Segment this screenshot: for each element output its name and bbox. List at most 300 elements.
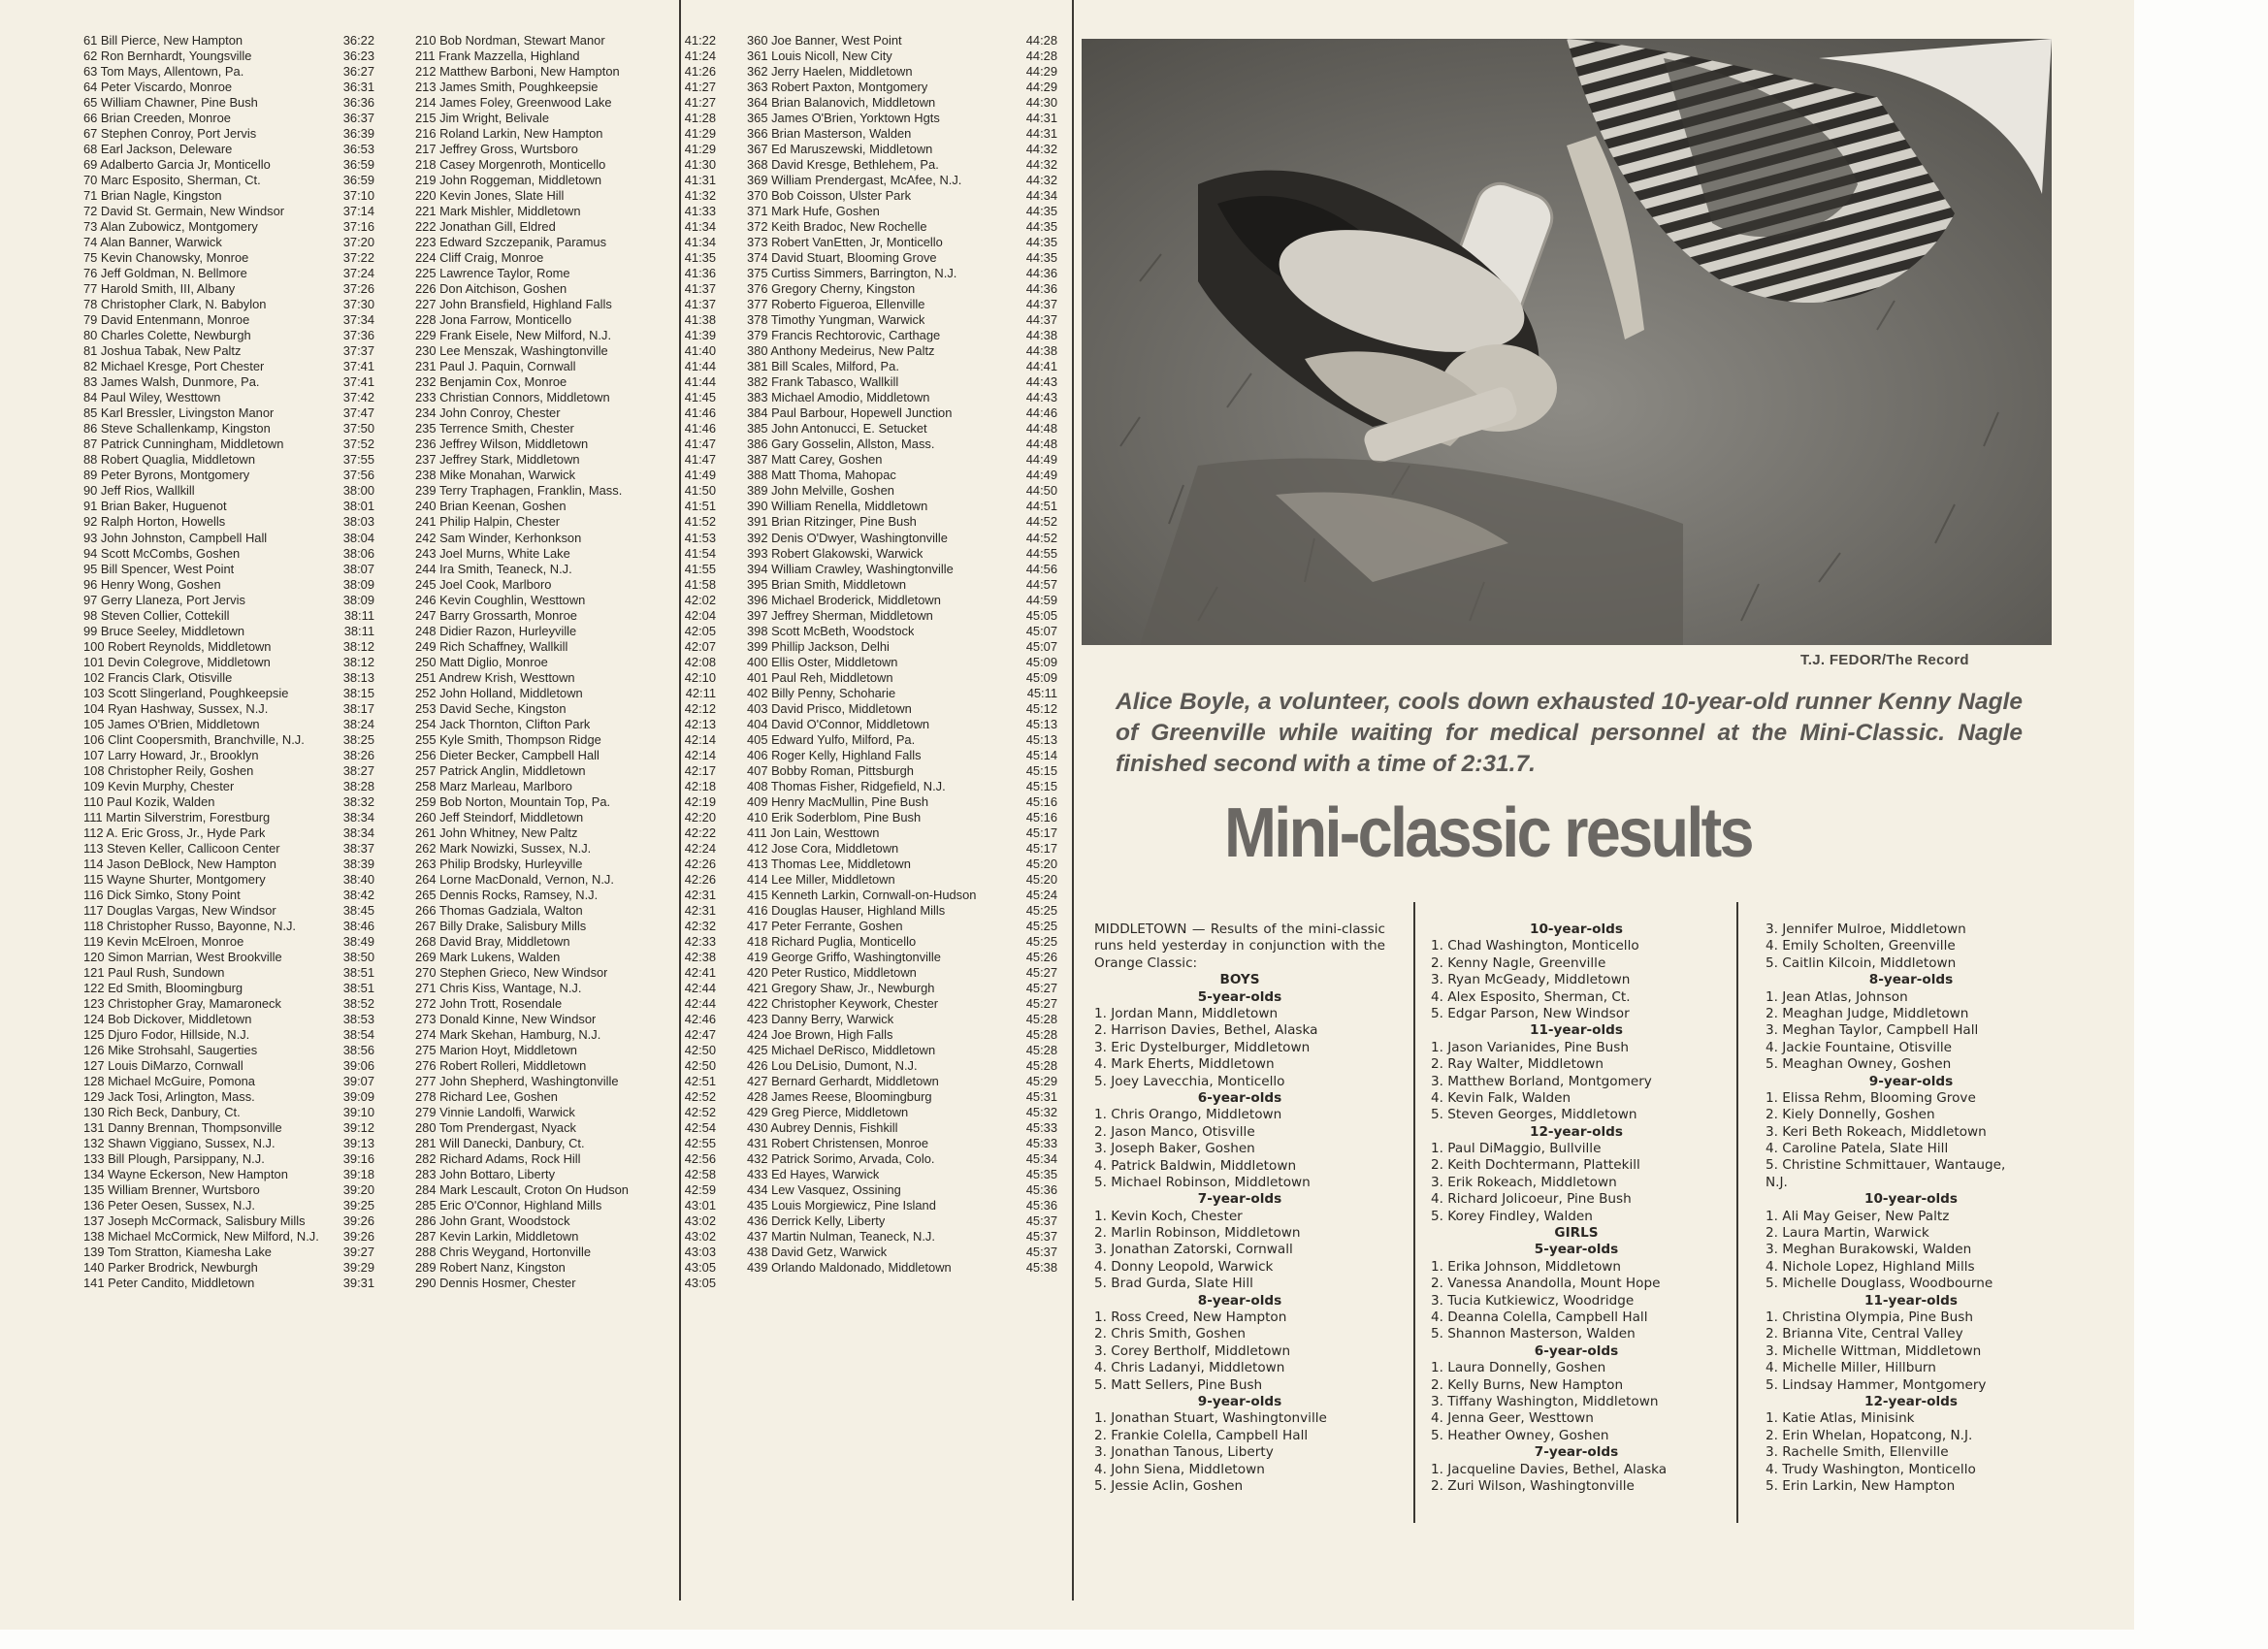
runner-name: 387 Matt Carey, Goshen	[747, 452, 883, 468]
finish-time: 45:37	[1025, 1229, 1057, 1245]
runner-name: 245 Joel Cook, Marlboro	[415, 576, 552, 592]
finish-time: 42:54	[684, 1120, 716, 1136]
result-row	[83, 825, 374, 841]
finish-time: 41:55	[684, 561, 716, 576]
result-row	[747, 514, 1057, 530]
result-row	[415, 903, 716, 919]
result-row	[83, 794, 374, 810]
runner-name: 362 Jerry Haelen, Middletown	[747, 64, 913, 80]
result-row	[415, 608, 716, 624]
result-row	[747, 950, 1057, 965]
finish-time: 39:16	[342, 1151, 374, 1167]
runner-name: 267 Billy Drake, Salisbury Mills	[415, 918, 587, 933]
runner-name: 134 Wayne Eckerson, New Hampton	[83, 1167, 288, 1182]
finish-time: 45:29	[1025, 1074, 1057, 1089]
finish-time: 45:17	[1025, 824, 1057, 840]
finish-time: 36:59	[342, 173, 374, 188]
result-row	[83, 1136, 374, 1151]
runner-name: 435 Louis Morgiewicz, Pine Island	[747, 1198, 936, 1213]
result-row	[747, 468, 1057, 483]
result-row	[747, 608, 1057, 624]
result-row	[83, 1105, 374, 1120]
finish-time: 42:52	[684, 1089, 716, 1105]
result-row	[747, 328, 1057, 343]
runner-name: 252 John Holland, Middletown	[415, 685, 583, 700]
runner-name: 422 Christopher Keywork, Chester	[747, 995, 939, 1011]
placing: 4. Richard Jolicoeur, Pine Bush	[1431, 1191, 1632, 1208]
result-row	[415, 1276, 716, 1291]
runner-name: 365 James O'Brien, Yorktown Hgts	[747, 111, 940, 126]
runner-name: 420 Peter Rustico, Middletown	[747, 964, 917, 980]
placing: 2. Keith Dochtermann, Plattekill	[1431, 1157, 1640, 1174]
finish-time: 36:22	[342, 33, 374, 48]
result-row	[747, 343, 1057, 359]
runner-name: 77 Harold Smith, III, Albany	[83, 281, 236, 297]
result-row	[747, 593, 1057, 608]
result-row	[415, 297, 716, 312]
result-row	[83, 686, 374, 701]
result-row	[83, 857, 374, 872]
runner-name: 428 James Reese, Bloomingburg	[747, 1089, 932, 1105]
result-row	[747, 1151, 1057, 1167]
runner-name: 235 Terrence Smith, Chester	[415, 421, 574, 436]
result-row	[747, 531, 1057, 546]
result-row	[415, 235, 716, 250]
finish-time: 44:56	[1025, 561, 1057, 576]
finish-time: 42:19	[684, 793, 716, 809]
result-row	[83, 608, 374, 624]
runner-name: 278 Richard Lee, Goshen	[415, 1089, 558, 1105]
runner-name: 94 Scott McCombs, Goshen	[83, 545, 241, 561]
result-row	[747, 33, 1057, 48]
result-row	[747, 452, 1057, 468]
result-row	[747, 872, 1057, 888]
finish-time: 45:33	[1025, 1136, 1057, 1151]
result-row	[747, 810, 1057, 825]
result-row	[415, 546, 716, 562]
result-row	[747, 763, 1057, 779]
runner-name: 281 Will Danecki, Danbury, Ct.	[415, 1136, 585, 1151]
runner-name: 75 Kevin Chanowsky, Monroe	[83, 250, 249, 266]
finish-time: 41:47	[684, 452, 716, 468]
finish-time: 45:25	[1025, 933, 1057, 949]
result-row	[415, 965, 716, 981]
finish-time: 44:48	[1025, 436, 1057, 452]
finish-time: 44:29	[1025, 64, 1057, 80]
result-row	[415, 374, 716, 390]
placing: 2. Chris Smith, Goshen	[1094, 1326, 1246, 1342]
finish-time: 44:52	[1025, 530, 1057, 545]
result-row	[83, 670, 374, 686]
finish-time: 38:27	[342, 762, 374, 778]
result-row	[415, 188, 716, 204]
runner-name: 135 William Brenner, Wurtsboro	[83, 1182, 260, 1198]
placing: 2. Marlin Robinson, Middletown	[1094, 1225, 1301, 1242]
placing: 2. Meaghan Judge, Middletown	[1766, 1005, 1969, 1021]
runner-name: 437 Martin Nulman, Teaneck, N.J.	[747, 1229, 935, 1245]
runner-name: 370 Bob Coisson, Ulster Park	[747, 188, 912, 204]
result-row	[415, 934, 716, 950]
column-rule	[679, 0, 681, 1600]
runner-name: 389 John Melville, Goshen	[747, 483, 894, 499]
runner-name: 127 Louis DiMarzo, Cornwall	[83, 1058, 243, 1074]
runner-name: 115 Wayne Shurter, Montgomery	[83, 871, 266, 887]
result-row	[83, 111, 374, 126]
finish-time: 45:07	[1025, 623, 1057, 638]
runner-name: 438 David Getz, Warwick	[747, 1245, 888, 1260]
runner-name: 95 Bill Spencer, West Point	[83, 561, 235, 576]
placing: 2. Frankie Colella, Campbell Hall	[1094, 1427, 1309, 1443]
result-row	[415, 996, 716, 1012]
runner-name: 413 Thomas Lee, Middletown	[747, 856, 911, 871]
result-row	[415, 841, 716, 857]
placing: 2. Kelly Burns, New Hampton	[1431, 1376, 1624, 1393]
runner-name: 81 Joshua Tabak, New Paltz	[83, 343, 242, 359]
result-row	[415, 126, 716, 142]
result-row	[747, 857, 1057, 872]
finish-time: 44:32	[1025, 142, 1057, 157]
result-row	[747, 64, 1057, 80]
result-row	[747, 1105, 1057, 1120]
result-row	[747, 188, 1057, 204]
runner-name: 228 Jona Farrow, Monticello	[415, 312, 572, 328]
runner-name: 110 Paul Kozik, Walden	[83, 793, 215, 809]
runner-name: 360 Joe Banner, West Point	[747, 33, 902, 48]
runner-name: 408 Thomas Fisher, Ridgefield, N.J.	[747, 778, 946, 793]
runner-name: 96 Henry Wong, Goshen	[83, 576, 221, 592]
finish-time: 45:38	[1025, 1260, 1057, 1276]
finish-time: 39:12	[342, 1120, 374, 1136]
finish-time: 45:24	[1025, 887, 1057, 902]
result-row	[747, 686, 1057, 701]
finish-time: 43:02	[684, 1229, 716, 1245]
finish-time: 37:30	[342, 297, 374, 312]
placing: 4. Kevin Falk, Walden	[1431, 1089, 1571, 1106]
runner-name: 377 Roberto Figueroa, Ellenville	[747, 297, 925, 312]
finish-time: 45:13	[1025, 716, 1057, 731]
result-row	[415, 593, 716, 608]
runner-name: 436 Derrick Kelly, Liberty	[747, 1213, 886, 1229]
finish-time: 41:52	[684, 514, 716, 530]
finish-time: 42:44	[684, 980, 716, 995]
result-row	[83, 514, 374, 530]
result-row	[415, 64, 716, 80]
placing: 3. Erik Rokeach, Middletown	[1431, 1174, 1617, 1190]
runner-name: 108 Christopher Reily, Goshen	[83, 762, 254, 778]
result-row	[747, 312, 1057, 328]
finish-time: 43:02	[684, 1213, 716, 1229]
runner-name: 423 Danny Berry, Warwick	[747, 1011, 894, 1026]
finish-time: 45:12	[1025, 700, 1057, 716]
placing: 2. Kiely Donnelly, Goshen	[1766, 1107, 1935, 1123]
runner-name: 136 Peter Oesen, Sussex, N.J.	[83, 1198, 255, 1213]
result-row	[415, 95, 716, 111]
runner-name: 220 Kevin Jones, Slate Hill	[415, 188, 565, 204]
finish-time: 38:49	[342, 933, 374, 949]
finish-time: 42:24	[684, 840, 716, 856]
photo-volunteer-cooling-runner	[1082, 39, 2052, 645]
finish-time: 41:47	[684, 436, 716, 452]
finish-time: 42:20	[684, 809, 716, 824]
runner-name: 434 Lew Vasquez, Ossining	[747, 1182, 901, 1198]
runner-name: 226 Don Aitchison, Goshen	[415, 281, 567, 297]
result-row	[83, 1151, 374, 1167]
runner-name: 405 Edward Yulfo, Milford, Pa.	[747, 731, 916, 747]
runner-name: 83 James Walsh, Dunmore, Pa.	[83, 374, 260, 390]
runner-name: 138 Michael McCormick, New Milford, N.J.	[83, 1229, 319, 1245]
finish-time: 39:20	[342, 1182, 374, 1198]
result-row	[415, 655, 716, 670]
result-row	[415, 1182, 716, 1198]
result-row	[747, 1229, 1057, 1245]
finish-time: 41:34	[684, 235, 716, 250]
result-row	[83, 934, 374, 950]
age-group-heading: 6-year-olds	[1534, 1342, 1619, 1359]
runner-name: 274 Mark Skehan, Hamburg, N.J.	[415, 1027, 601, 1042]
runner-name: 381 Bill Scales, Milford, Pa.	[747, 359, 899, 374]
finish-time: 44:30	[1025, 95, 1057, 111]
result-row	[747, 1027, 1057, 1043]
result-row	[415, 1012, 716, 1027]
finish-time: 44:59	[1025, 592, 1057, 607]
result-row	[83, 1198, 374, 1213]
runner-name: 279 Vinnie Landolfi, Warwick	[415, 1105, 575, 1120]
runner-name: 255 Kyle Smith, Thompson Ridge	[415, 731, 601, 747]
finish-time: 41:33	[684, 204, 716, 219]
placing: 4. Nichole Lopez, Highland Mills	[1766, 1258, 1975, 1275]
runner-name: 261 John Whitney, New Paltz	[415, 824, 578, 840]
finish-time: 37:37	[342, 343, 374, 359]
finish-time: 38:28	[342, 778, 374, 793]
runner-name: 66 Brian Creeden, Monroe	[83, 111, 231, 126]
runner-name: 380 Anthony Medeirus, New Paltz	[747, 343, 935, 359]
runner-name: 364 Brian Balanovich, Middletown	[747, 95, 936, 111]
runner-name: 62 Ron Bernhardt, Youngsville	[83, 48, 252, 64]
result-row	[415, 763, 716, 779]
finish-time: 45:28	[1025, 1011, 1057, 1026]
placing: 1. Chad Washington, Monticello	[1431, 938, 1639, 954]
result-row	[83, 1213, 374, 1229]
finish-time: 41:37	[684, 281, 716, 297]
result-row	[415, 624, 716, 639]
placing: 1. Kevin Koch, Chester	[1094, 1208, 1243, 1224]
result-row	[83, 717, 374, 732]
runner-name: 213 James Smith, Poughkeepsie	[415, 80, 599, 95]
placing: 2. Harrison Davies, Bethel, Alaska	[1094, 1022, 1318, 1039]
result-row	[747, 126, 1057, 142]
finish-time: 45:36	[1025, 1182, 1057, 1198]
placing: 5. Meaghan Owney, Goshen	[1766, 1056, 1952, 1073]
placing: 1. Jordan Mann, Middletown	[1094, 1006, 1279, 1021]
result-row	[747, 888, 1057, 903]
finish-time: 38:46	[342, 918, 374, 933]
placing: 1. Chris Orango, Middletown	[1094, 1107, 1282, 1123]
finish-time: 41:37	[684, 297, 716, 312]
runner-name: 418 Richard Puglia, Monticello	[747, 933, 917, 949]
runner-name: 372 Keith Bradoc, New Rochelle	[747, 219, 927, 235]
result-row	[83, 173, 374, 188]
runner-name: 419 George Griffo, Washingtonville	[747, 949, 941, 964]
result-row	[747, 919, 1057, 934]
finish-time: 41:51	[684, 499, 716, 514]
runner-name: 416 Douglas Hauser, Highland Mills	[747, 902, 946, 918]
runner-name: 269 Mark Lukens, Walden	[415, 949, 561, 964]
placing: 3. Tucia Kutkiewicz, Woodridge	[1431, 1292, 1635, 1309]
finish-time: 44:48	[1025, 421, 1057, 436]
result-row	[747, 841, 1057, 857]
finish-time: 39:29	[342, 1260, 374, 1276]
result-row	[747, 48, 1057, 64]
runner-name: 116 Dick Simko, Stony Point	[83, 887, 241, 902]
placing: 5. Brad Gurda, Slate Hill	[1094, 1276, 1253, 1292]
finish-time: 42:38	[684, 949, 716, 964]
runner-name: 257 Patrick Anglin, Middletown	[415, 762, 586, 778]
result-row	[83, 1074, 374, 1089]
runner-name: 249 Rich Schaffney, Wallkill	[415, 638, 568, 654]
result-row	[415, 1058, 716, 1074]
results-column-1	[83, 33, 374, 1291]
finish-time: 41:58	[684, 576, 716, 592]
finish-time: 38:34	[342, 809, 374, 824]
result-row	[747, 639, 1057, 655]
finish-time: 45:09	[1025, 669, 1057, 685]
result-row	[83, 374, 374, 390]
runner-name: 100 Robert Reynolds, Middletown	[83, 638, 272, 654]
result-row	[747, 996, 1057, 1012]
result-row	[83, 33, 374, 48]
runner-name: 247 Barry Grossarth, Monroe	[415, 607, 577, 623]
finish-time: 38:51	[342, 980, 374, 995]
finish-time: 42:51	[684, 1074, 716, 1089]
finish-time: 45:16	[1025, 809, 1057, 824]
result-row	[747, 562, 1057, 577]
finish-time: 36:37	[342, 111, 374, 126]
finish-time: 36:23	[342, 48, 374, 64]
result-row	[747, 717, 1057, 732]
finish-time: 42:31	[684, 902, 716, 918]
result-row	[415, 343, 716, 359]
runner-name: 263 Philip Brodsky, Hurleyville	[415, 856, 583, 871]
runner-name: 375 Curtiss Simmers, Barrington, N.J.	[747, 266, 957, 281]
results-column-2	[415, 33, 716, 1291]
finish-time: 44:32	[1025, 157, 1057, 173]
result-row	[747, 80, 1057, 95]
finish-time: 38:11	[343, 607, 374, 623]
result-row	[83, 1167, 374, 1182]
finish-time: 41:40	[684, 343, 716, 359]
runner-name: 238 Mike Monahan, Warwick	[415, 468, 576, 483]
placing: 3. Michelle Wittman, Middletown	[1766, 1342, 1982, 1359]
finish-time: 41:44	[684, 359, 716, 374]
finish-time: 41:49	[684, 468, 716, 483]
runner-name: 421 Gregory Shaw, Jr., Newburgh	[747, 980, 935, 995]
finish-time: 41:44	[684, 374, 716, 390]
finish-time: 39:10	[342, 1105, 374, 1120]
result-row	[747, 235, 1057, 250]
runner-name: 99 Bruce Seeley, Middletown	[83, 623, 244, 638]
finish-time: 37:24	[342, 266, 374, 281]
finish-time: 38:54	[342, 1027, 374, 1042]
runner-name: 369 William Prendergast, McAfee, N.J.	[747, 173, 962, 188]
placing: 4. Jackie Fountaine, Otisville	[1766, 1039, 1953, 1055]
result-row	[83, 80, 374, 95]
result-row	[83, 577, 374, 593]
runner-name: 258 Marz Marleau, Marlboro	[415, 778, 572, 793]
finish-time: 45:37	[1025, 1213, 1057, 1229]
runner-name: 137 Joseph McCormack, Salisbury Mills	[83, 1213, 306, 1229]
finish-time: 37:14	[342, 204, 374, 219]
runner-name: 361 Louis Nicoll, New City	[747, 48, 892, 64]
result-row	[415, 794, 716, 810]
result-row	[83, 841, 374, 857]
placing: 5. Matt Sellers, Pine Bush	[1094, 1376, 1263, 1393]
runner-name: 432 Patrick Sorimo, Arvada, Colo.	[747, 1151, 935, 1167]
age-group-heading: 11-year-olds	[1864, 1292, 1958, 1309]
age-group-heading: 9-year-olds	[1197, 1393, 1282, 1409]
age-group-heading: 8-year-olds	[1197, 1292, 1282, 1309]
finish-time: 45:14	[1025, 747, 1057, 762]
runner-name: 404 David O'Connor, Middletown	[747, 716, 930, 731]
finish-time: 38:09	[342, 592, 374, 607]
result-row	[747, 1089, 1057, 1105]
finish-time: 41:27	[684, 95, 716, 111]
result-row	[415, 531, 716, 546]
result-row	[747, 173, 1057, 188]
runner-name: 229 Frank Eisele, New Milford, N.J.	[415, 328, 612, 343]
finish-time: 41:24	[684, 48, 716, 64]
result-row	[415, 1074, 716, 1089]
mini-results-list	[1094, 972, 1385, 1495]
runner-name: 222 Jonathan Gill, Eldred	[415, 219, 556, 235]
result-row	[747, 250, 1057, 266]
placing: 1. Ali May Geiser, New Paltz	[1766, 1208, 1950, 1224]
result-row	[747, 1260, 1057, 1276]
mini-results-column-2	[1431, 922, 1722, 1495]
runner-name: 271 Chris Kiss, Wantage, N.J.	[415, 980, 582, 995]
runner-name: 236 Jeffrey Wilson, Middletown	[415, 436, 589, 452]
result-row	[83, 452, 374, 468]
finish-time: 38:13	[342, 669, 374, 685]
photo-credit: T.J. FEDOR/The Record	[1800, 652, 1969, 668]
finish-time: 38:11	[343, 623, 374, 638]
finish-time: 38:17	[342, 700, 374, 716]
placing: 3. Jonathan Zatorski, Cornwall	[1094, 1242, 1293, 1258]
finish-time: 42:50	[684, 1043, 716, 1058]
result-row	[83, 888, 374, 903]
finish-time: 37:55	[342, 452, 374, 468]
runner-name: 244 Ira Smith, Teaneck, N.J.	[415, 561, 572, 576]
result-row	[415, 142, 716, 157]
runner-name: 251 Andrew Krish, Westtown	[415, 669, 575, 685]
runner-name: 234 John Conroy, Chester	[415, 405, 561, 421]
runner-name: 430 Aubrey Dennis, Fishkill	[747, 1120, 898, 1136]
result-row	[747, 499, 1057, 514]
result-row	[747, 359, 1057, 374]
placing: 5. Joey Lavecchia, Monticello	[1094, 1073, 1285, 1089]
finish-time: 42:17	[684, 762, 716, 778]
finish-time: 44:51	[1025, 499, 1057, 514]
finish-time: 39:07	[342, 1074, 374, 1089]
finish-time: 41:32	[684, 188, 716, 204]
finish-time: 44:28	[1025, 48, 1057, 64]
result-row	[83, 763, 374, 779]
runner-name: 73 Alan Zubowicz, Montgomery	[83, 219, 258, 235]
runner-name: 67 Stephen Conroy, Port Jervis	[83, 126, 257, 142]
result-row	[415, 717, 716, 732]
headline: Mini-classic results	[1224, 794, 1752, 872]
runner-name: 223 Edward Szczepanik, Paramus	[415, 235, 607, 250]
placing: 3. Jennifer Mulroe, Middletown	[1766, 922, 1966, 937]
